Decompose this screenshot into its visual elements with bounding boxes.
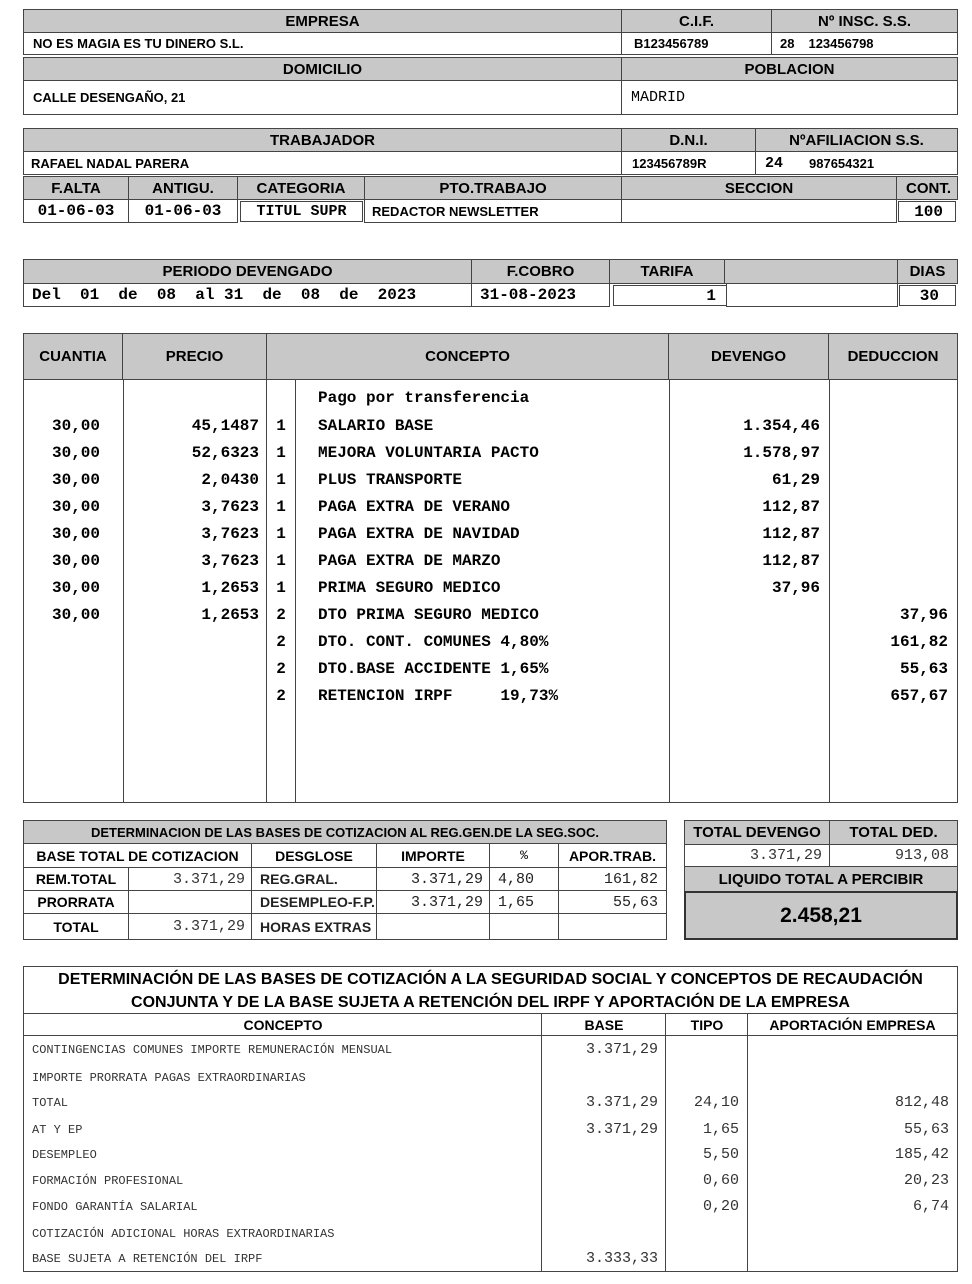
contrib-title-line2: CONJUNTA Y DE LA BASE SUJETA A RETENCIÓN DEL IRPF Y APORTACIÓN DE LA EMPRESA	[131, 994, 850, 1011]
bases-apor-cell: 161,82	[558, 867, 667, 891]
bases-apor-cell	[558, 913, 667, 940]
dni-header: D.N.I.	[621, 128, 756, 152]
contrib-aport-cell: 20,23	[903, 1172, 949, 1189]
worker-categoria: TITUL SUPR	[240, 201, 363, 222]
concept-precio-cell: 45,1487	[191, 417, 259, 435]
contrib-concepto-header: CONCEPTO	[243, 1017, 323, 1033]
contrib-concepto-cell: BASE SUJETA A RETENCIÓN DEL IRPF	[32, 1252, 263, 1266]
bases-desglose-cell: REG.GRAL.	[251, 867, 377, 891]
contrib-aport-cell: 812,48	[894, 1094, 949, 1111]
rem-total-value: 3.371,29	[128, 867, 252, 891]
blank-header	[724, 259, 898, 284]
contrib-concepto-cell: CONTINGENCIAS COMUNES IMPORTE REMUNERACIÓN MENSUAL	[32, 1043, 393, 1057]
pto-trabajo-header: PTO.TRABAJO	[364, 176, 622, 200]
contrib-tipo-cell: 1,65	[702, 1121, 739, 1138]
worker-afiliacion	[755, 151, 958, 175]
concept-concepto-cell: PRIMA SEGURO MEDICO	[318, 579, 501, 597]
contrib-title-line1: DETERMINACIÓN DE LAS BASES DE COTIZACIÓN A LA SEGURIDAD SOCIAL Y CONCEPTOS DE RECAUDACIÓN	[58, 971, 923, 988]
concept-precio-cell: 1,2653	[201, 606, 259, 624]
col-divider	[829, 380, 830, 803]
concept-concepto-cell: MEJORA VOLUNTARIA PACTO	[318, 444, 539, 462]
bases-pct-cell	[489, 913, 559, 940]
domicilio-header: DOMICILIO	[23, 57, 622, 81]
payment-method: Pago por transferencia	[318, 389, 530, 407]
concept-precio-cell: 3,7623	[201, 525, 259, 543]
concept-cuantia-cell: 30,00	[51, 552, 100, 570]
concept-cuantia-cell: 30,00	[51, 498, 100, 516]
contrib-concepto-cell: AT Y EP	[32, 1123, 83, 1137]
concept-cuantia-cell: 30,00	[51, 417, 100, 435]
bases-desglose-cell: HORAS EXTRAS	[251, 913, 377, 940]
concept-cuantia-cell: 30,00	[51, 606, 100, 624]
bases-importe-cell: 3.371,29	[376, 890, 490, 914]
total-label: TOTAL	[23, 913, 129, 940]
cuantia-header: CUANTIA	[24, 334, 123, 380]
periodo-value: Del 01 de 08 al 31 de 08 de 2023	[23, 283, 472, 307]
company-name: NO ES MAGIA ES TU DINERO S.L.	[23, 32, 622, 55]
concept-devengo-cell: 61,29	[771, 471, 820, 489]
company-domicilio: CALLE DESENGAÑO, 21	[23, 80, 622, 115]
worker-cont: 100	[898, 201, 956, 222]
contrib-tipo-cell: 24,10	[693, 1094, 739, 1111]
precio-header: PRECIO	[123, 334, 267, 380]
concept-code-cell: 1	[276, 525, 286, 543]
desglose-header: DESGLOSE	[251, 843, 377, 868]
concept-concepto-cell: DTO. CONT. COMUNES 4,80%	[318, 633, 549, 651]
importe-header: IMPORTE	[376, 843, 490, 868]
concept-concepto-cell: PAGA EXTRA DE NAVIDAD	[318, 525, 520, 543]
contrib-aport-header: APORTACIÓN EMPRESA	[769, 1017, 936, 1033]
company-cif: B123456789	[621, 32, 772, 55]
concept-precio-cell: 2,0430	[201, 471, 259, 489]
cont-header: CONT.	[896, 176, 958, 200]
concept-deduccion-cell: 37,96	[899, 606, 948, 624]
company-poblacion: MADRID	[621, 80, 958, 115]
concept-precio-cell: 3,7623	[201, 552, 259, 570]
trabajador-header: TRABAJADOR	[23, 128, 622, 152]
concept-precio-cell: 3,7623	[201, 498, 259, 516]
concept-devengo-cell: 37,96	[771, 579, 820, 597]
bases-importe-cell: 3.371,29	[376, 867, 490, 891]
contrib-aport-cell: 6,74	[912, 1198, 949, 1215]
inss-prov: 28	[780, 36, 795, 51]
prorrata-value	[128, 890, 252, 914]
total-ded-value: 913,08	[829, 844, 958, 867]
total-value: 3.371,29	[128, 913, 252, 940]
concept-concepto-cell: DTO.BASE ACCIDENTE 1,65%	[318, 660, 549, 678]
contrib-concepto-cell: IMPORTE PRORRATA PAGAS EXTRAORDINARIAS	[32, 1071, 306, 1085]
contrib-concepto-cell: TOTAL	[32, 1096, 69, 1110]
concept-concepto-cell: PLUS TRANSPORTE	[318, 471, 463, 489]
dias-header: DIAS	[897, 259, 958, 284]
concept-cuantia-cell: 30,00	[51, 444, 100, 462]
contrib-base-cell: 3.371,29	[585, 1094, 658, 1111]
periodo-header: PERIODO DEVENGADO	[23, 259, 472, 284]
col-divider	[665, 1014, 666, 1272]
contrib-title	[24, 968, 957, 1014]
bases-desglose-cell: DESEMPLEO-F.P.	[251, 890, 377, 914]
col-divider	[295, 380, 296, 803]
concept-devengo-cell: 112,87	[762, 525, 820, 543]
bases-importe-cell	[376, 913, 490, 940]
contrib-base-cell: 3.333,33	[585, 1250, 658, 1267]
concept-code-cell: 1	[276, 498, 286, 516]
concept-deduccion-cell: 55,63	[899, 660, 948, 678]
worker-antig: 01-06-03	[128, 199, 238, 223]
worker-falta: 01-06-03	[23, 199, 129, 223]
liquido-label: LIQUIDO TOTAL A PERCIBIR	[684, 866, 958, 892]
afil-prov: 24	[765, 154, 784, 172]
concept-concepto-cell: PAGA EXTRA DE MARZO	[318, 552, 501, 570]
total-devengo-value: 3.371,29	[684, 844, 830, 867]
contrib-concepto-cell: FORMACIÓN PROFESIONAL	[32, 1174, 184, 1188]
contrib-divider	[23, 1035, 958, 1036]
concept-concepto-cell: RETENCION IRPF 19,73%	[318, 687, 559, 705]
total-devengo-header: TOTAL DEVENGO	[684, 820, 830, 845]
pct-header: %	[489, 843, 559, 868]
contrib-aport-cell: 185,42	[894, 1146, 949, 1163]
afiliacion-header: NºAFILIACION S.S.	[755, 128, 958, 152]
concept-concepto-cell: DTO PRIMA SEGURO MEDICO	[318, 606, 539, 624]
concept-code-cell: 2	[276, 687, 286, 705]
falta-header: F.ALTA	[23, 176, 129, 200]
worker-dni: 123456789R	[621, 151, 756, 175]
concept-code-cell: 1	[276, 579, 286, 597]
concept-cuantia-cell: 30,00	[51, 471, 100, 489]
concept-concepto-cell: PAGA EXTRA DE VERANO	[318, 498, 511, 516]
contrib-tipo-cell: 5,50	[702, 1146, 739, 1163]
concepto-header: CONCEPTO	[267, 334, 669, 380]
contrib-base-header: BASE	[584, 1017, 624, 1033]
inss-num: 123456798	[808, 36, 874, 51]
base-total-header: BASE TOTAL DE COTIZACION	[23, 843, 252, 868]
concept-devengo-cell: 1.354,46	[743, 417, 820, 435]
devengo-header: DEVENGO	[669, 334, 829, 380]
inss-header: Nº INSC. S.S.	[771, 9, 958, 33]
fcobro-value: 31-08-2023	[471, 283, 610, 307]
concept-cuantia-cell: 30,00	[51, 525, 100, 543]
tarifa-header: TARIFA	[609, 259, 725, 284]
contrib-tipo-cell: 0,60	[702, 1172, 739, 1189]
concept-code-cell: 1	[276, 417, 286, 435]
concept-concepto-cell: SALARIO BASE	[318, 417, 434, 435]
concept-devengo-cell: 112,87	[762, 498, 820, 516]
worker-seccion	[621, 199, 897, 223]
concept-devengo-cell: 112,87	[762, 552, 820, 570]
apor-header: APOR.TRAB.	[558, 843, 667, 868]
cif-header: C.I.F.	[621, 9, 772, 33]
poblacion-header: POBLACION	[621, 57, 958, 81]
contrib-base-cell: 3.371,29	[585, 1121, 658, 1138]
concept-code-cell: 1	[276, 552, 286, 570]
contrib-concepto-cell: COTIZACIÓN ADICIONAL HORAS EXTRAORDINARIAS	[32, 1227, 335, 1241]
bases-title: DETERMINACION DE LAS BASES DE COTIZACION AL REG.GEN.DE LA SEG.SOC.	[23, 820, 667, 844]
concept-code-cell: 2	[276, 633, 286, 651]
liquido-value: 2.458,21	[684, 891, 958, 940]
blank-value	[726, 283, 898, 307]
categoria-header: CATEGORIA	[237, 176, 365, 200]
empresa-header: EMPRESA	[23, 9, 622, 33]
concept-devengo-cell: 1.578,97	[743, 444, 820, 462]
bases-pct-cell: 1,65	[489, 890, 559, 914]
tarifa-value: 1	[613, 285, 727, 306]
worker-pto: REDACTOR NEWSLETTER	[364, 199, 622, 223]
total-ded-header: TOTAL DED.	[829, 820, 958, 845]
fcobro-header: F.COBRO	[471, 259, 610, 284]
concept-deduccion-cell: 161,82	[890, 633, 948, 651]
col-divider	[747, 1014, 748, 1272]
dias-value: 30	[899, 285, 956, 306]
afil-num: 987654321	[809, 155, 875, 171]
seccion-header: SECCION	[621, 176, 897, 200]
concept-cuantia-cell: 30,00	[51, 579, 100, 597]
bases-apor-cell: 55,63	[558, 890, 667, 914]
concept-code-cell: 1	[276, 471, 286, 489]
concept-precio-cell: 52,6323	[191, 444, 259, 462]
worker-name: RAFAEL NADAL PARERA	[23, 151, 622, 175]
contrib-tipo-cell: 0,20	[702, 1198, 739, 1215]
antig-header: ANTIGU.	[128, 176, 238, 200]
concept-precio-cell: 1,2653	[201, 579, 259, 597]
contrib-base-cell: 3.371,29	[585, 1041, 658, 1058]
contrib-concepto-cell: DESEMPLEO	[32, 1148, 97, 1162]
contrib-aport-cell: 55,63	[903, 1121, 949, 1138]
rem-total-label: REM.TOTAL	[23, 867, 129, 891]
contrib-concepto-cell: FONDO GARANTÍA SALARIAL	[32, 1200, 198, 1214]
concept-code-cell: 1	[276, 444, 286, 462]
concept-code-cell: 2	[276, 606, 286, 624]
bases-pct-cell: 4,80	[489, 867, 559, 891]
deduccion-header: DEDUCCION	[829, 334, 957, 380]
concept-deduccion-cell: 657,67	[890, 687, 948, 705]
concept-code-cell: 2	[276, 660, 286, 678]
contrib-tipo-header: TIPO	[690, 1017, 724, 1033]
prorrata-label: PRORRATA	[23, 890, 129, 914]
company-inss	[771, 32, 958, 55]
